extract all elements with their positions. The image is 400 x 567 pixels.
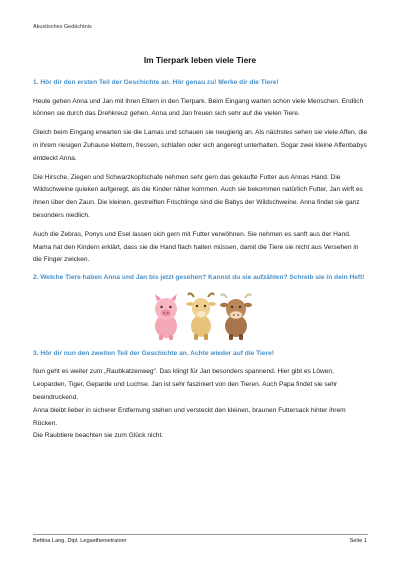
section1-paragraph-2: Gleich beim Eingang erwarten sie die Lamas und schauen sie neugierig an. Als nächstes sehen sie viele Affen, die in ihrem riesigen Zuhause klettern, fressen, schlafen oder sich angeregt unterhalten. Sogar zwei kleine Affenbabys entdeckt Anna. [33,129,368,162]
section1-paragraph-4: Auch die Zebras, Ponys und Esel lassen sich gern mit Futter verwöhnen. Sie nehmen es sanft aus der Hand. Mama hat den Kindern erklärt, dass sie die Hand flach halten müssen, damit die Tiere sie nicht aus Versehen in die Finger zwicken. [33,230,359,264]
section1-heading: 1. Hör dir den ersten Teil der Geschichte an. Hör genau zu! Merke dir die Tiere! [33,79,279,86]
footer-divider [33,534,368,535]
section3-line-3: Die Raubtiere beachten sie zum Glück nicht. [33,432,164,440]
pig-icon [148,293,184,341]
section2-heading: 2. Welche Tiere haben Anna und Jan bis jetzt gesehen? Kannst du sie aufzählen? Schreib sie in dein Heft! [33,274,365,282]
section3-line-1: Nun geht es weiter zum „Raubkatzenweg“. Das klingt für Jan besonders spannend. Hier gibt es Löwen, Leoparden, Tiger, Geparde und Luchse. Jan ist sehr fasziniert von den Tieren. Auch Papa findet sie sehr beeindruckend. [33,368,338,401]
section3-line-2: Anna bleibt lieber in sicherer Entfernung stehen und versteckt den kleinen, braunen Futtersack hinter ihrem Rücken. [33,406,346,427]
page-title: Im Tierpark leben viele Tiere [143,55,257,65]
footer-author: Bettina Lang, Dipl. Legasthenietrainer [33,538,127,544]
section1-paragraph-3: Die Hirsche, Ziegen und Schwarzkopfschafe nehmen sehr gern das gekaufte Futter aus Annas Hand. Die Wildschweine quieken aufgeregt, als die Kinder näher kommen. Auch sie bekommen natürlich Futter, Jan wirft es ihnen über den Zaun. Die kleinen, gestreiften Frischlinge sind die Babys der Wildschweine. Anna findet sie ganz besonders niedlich. [33,173,363,219]
section1-paragraph-1: Heute gehen Anna und Jan mit ihren Eltern in den Tierpark. Beim Eingang warten schon viele Menschen. Endlich können sie durch das Drehkreuz gehen. Anna und Jan freuen sich sehr auf die vielen Tiere. [33,97,364,118]
footer-page-number: Seite 1 [349,538,367,544]
header-label: Akustisches Gedächtnis [33,24,92,30]
section3-heading: 3. Hör dir nun den zweiten Teil der Geschichte an. Achte wieder auf die Tiere! [33,349,274,357]
goat-icon [184,291,218,341]
cow-icon [218,291,254,341]
farm-animals-illustration [33,291,369,341]
content-area [33,78,369,443]
